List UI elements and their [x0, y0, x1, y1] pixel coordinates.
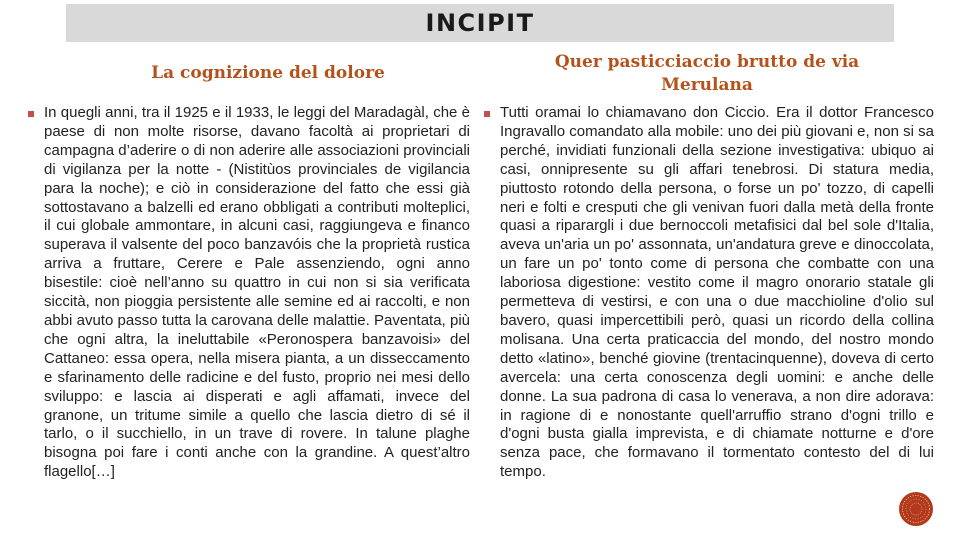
- right-column-heading: Quer pasticciaccio brutto de via Merulana: [554, 52, 860, 95]
- square-bullet-icon: [484, 111, 490, 117]
- square-bullet-icon: [28, 111, 34, 117]
- slide-title: INCIPIT: [425, 9, 535, 37]
- left-column-text: In quegli anni, tra il 1925 e il 1933, le leggi del Maradagàl, che è paese di non molte risorse, davano facoltà ai proprietari di campagna d’aderire o di non aderire alle associazioni provinciali di vigilanza per la notte - (Nistitùos provinciales de vigilancia para la noche); e ciò in considerazione del fatto che essi già sottostavano a balzelli ed erano obbligati a contributi molteplici, il cui globale ammontare, in alcuni casi, raggiungeva e financo superava il valsente del poco banzavóis che la proprietà rustica arriva a fruttare, Cerere e Pale assenziendo, ogni anno bisestile: cioè nell’anno su quattro in cui non si sia verificata siccità, non pioggia persistente alle semine ed ai raccolti, e non abbi avuto passo tutta la carovana delle malattie. Paventata, più che ogni altra, la ineluttabile «Peronospera banzavoisi» del Cattaneo: essa opera, nella misera pianta, a un disseccamento e sfarinamento delle radicine e del fusto, proprio nei mesi dello sviluppo: e lascia ai disperati e agli affamati, invece del granone, un tritume simile a quello che lascia dietro di sé il tarlo, o il succhiello, in un trave di rovere. In talune plaghe bisogna poi fare i conti anche con la grandine. A quest’altro flagello[…]: [44, 104, 470, 481]
- left-column-body: [28, 104, 470, 482]
- right-column-body: [484, 104, 934, 482]
- right-column-text: Tutti oramai lo chiamavano don Ciccio. Era il dottor Francesco Ingravallo comandato alla mobile: uno dei più giovani e, non si sa perché, invidiati funzionali della sezione investigativa: ubiquo ai casi, onnipresente su gli affari tenebrosi. Di statura media, piuttosto rotondo della persona, o forse un po' tozzo, di capelli neri e folti e cresputi che gli venivan fuori dalla metà della fronte quasi a riparargli i due bernoccoli metafisici dal bel sole d'Italia, aveva un'aria un po' assonnata, un'andatura greve e dinoccolata, un fare un po' tonto come di persona che combatte con una laboriosa digestione: vestito come il magro onorario statale gli permetteva di vestirsi, e con una o due macchioline d'olio sul bavero, quasi impercettibili però, quasi un ricordo della collina molisana. Una certa praticaccia del mondo, del nostro mondo detto «latino», benché giovine (trentacinquenne), doveva di certo avercela: una certa conoscenza degli uomini: e anche delle donne. La sua padrona di casa lo venerava, a non dire adorava: in ragione di e nonostante quell'arruffio strano d'ogni trillo e d'ogni busta gialla imprevista, e di chiamate notturne e d'ore senza pace, che formavano il tormentato contesto del di lui tempo.: [500, 104, 934, 481]
- decorative-circle-badge-icon: [898, 491, 934, 527]
- left-column-heading: La cognizione del dolore: [151, 63, 385, 83]
- title-bar: [66, 4, 894, 42]
